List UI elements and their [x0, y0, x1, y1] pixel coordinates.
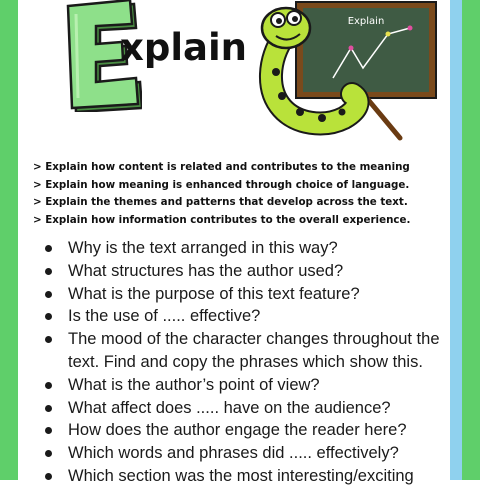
question-item [36, 419, 456, 442]
question-item-continuation [36, 351, 456, 374]
bullet-icon [45, 382, 52, 389]
right-green-border [462, 0, 480, 480]
bullet-icon [45, 268, 52, 275]
question-text: Why is the text arranged in this way? [68, 239, 338, 257]
bullet-icon [45, 245, 52, 252]
bullet-icon [45, 427, 52, 434]
question-item [36, 397, 456, 420]
explain-points-list [33, 159, 453, 229]
question-text: The mood of the character changes throughout the [68, 330, 440, 349]
question-item [36, 283, 456, 306]
question-text: Is the use of ..... effective? [68, 307, 261, 326]
explain-point: > Explain how content is related and contributes to the meaning [33, 161, 410, 173]
question-text: text. Find and copy the phrases which show this. [68, 352, 423, 371]
question-item [36, 442, 456, 465]
explain-point: > Explain how information contributes to the overall experience. [33, 213, 411, 226]
question-item [36, 237, 456, 260]
bullet-icon [45, 450, 52, 457]
bullet-icon [45, 291, 52, 298]
bullet-icon [45, 336, 52, 343]
bullet-icon [45, 405, 52, 412]
snake-head [262, 8, 310, 48]
question-text: Which section was the most interesting/exciting [68, 466, 414, 485]
snake-chalkboard-illustration [248, 0, 448, 142]
question-text: What structures has the author used? [68, 261, 344, 280]
bullet-icon [45, 473, 52, 480]
question-item [36, 465, 456, 488]
question-item [36, 305, 456, 328]
question-text: How does the author engage the reader here? [68, 421, 407, 440]
page-title: xplain [120, 26, 248, 69]
question-text: What is the author’s point of view? [68, 375, 320, 394]
left-green-border [0, 0, 18, 480]
question-text: Which words and phrases did ..... effectively? [68, 444, 399, 463]
question-list [36, 237, 456, 488]
explain-point: > Explain how meaning is enhanced through choice of language. [33, 178, 410, 191]
question-text: What is the purpose of this text feature? [68, 284, 360, 303]
explain-point: > Explain the themes and patterns that develop across the text. [33, 196, 408, 209]
chalkboard-label: Explain [347, 16, 385, 27]
question-item [36, 374, 456, 397]
question-item [36, 328, 456, 351]
bullet-icon [45, 313, 52, 320]
question-text: What affect does ..... have on the audience? [68, 398, 391, 417]
question-item [36, 260, 456, 283]
